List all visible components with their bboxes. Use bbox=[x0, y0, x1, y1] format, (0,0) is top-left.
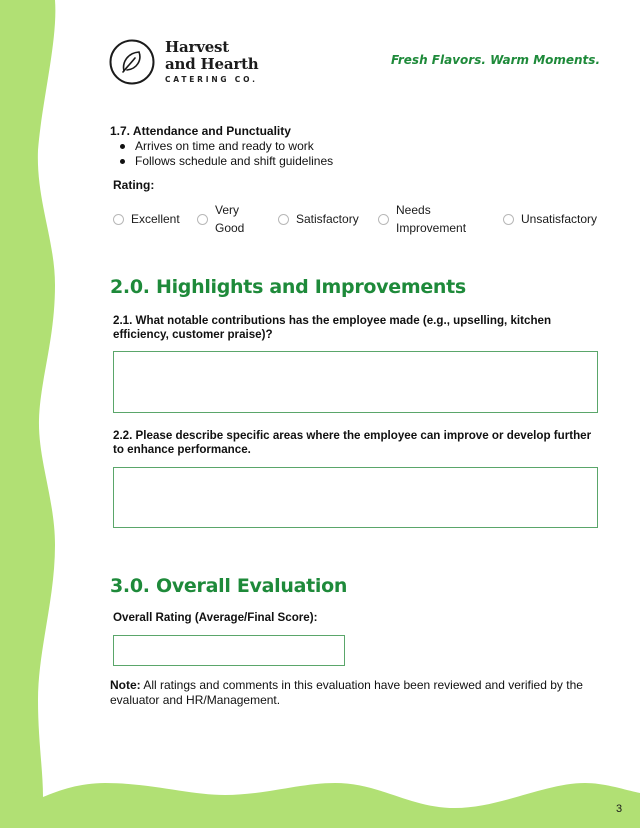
improvements-answer-field[interactable] bbox=[113, 467, 598, 528]
rating-label: Rating: bbox=[113, 178, 155, 192]
overall-rating-field[interactable] bbox=[113, 635, 345, 666]
radio-label-line1: Needs bbox=[396, 203, 431, 217]
radio-button[interactable] bbox=[197, 214, 208, 225]
radio-option-satisfactory[interactable] bbox=[278, 210, 359, 228]
radio-label bbox=[215, 201, 244, 237]
tagline: Fresh Flavors. Warm Moments. bbox=[391, 53, 600, 67]
radio-button[interactable] bbox=[378, 214, 389, 225]
radio-option-excellent[interactable] bbox=[113, 210, 180, 228]
section-heading-overall: 3.0. Overall Evaluation bbox=[110, 575, 348, 597]
radio-label: Excellent bbox=[131, 212, 180, 226]
company-logo bbox=[109, 39, 269, 87]
radio-label-line2: Good bbox=[215, 221, 245, 235]
radio-label-line1: Very bbox=[215, 203, 240, 217]
overall-rating-label: Overall Rating (Average/Final Score): bbox=[113, 611, 318, 624]
page-number: 3 bbox=[616, 803, 623, 815]
radio-button[interactable] bbox=[113, 214, 124, 225]
criterion-bullets bbox=[118, 139, 333, 169]
question-contributions: 2.1. What notable contributions has the employee made (e.g., upselling, kitchen efficiency, customer praise)? bbox=[113, 314, 552, 341]
radio-label: Satisfactory bbox=[296, 212, 359, 226]
radio-label-line2: Improvement bbox=[396, 221, 467, 235]
contributions-answer-field[interactable] bbox=[113, 351, 598, 413]
leaf-circle-icon bbox=[109, 39, 155, 85]
radio-label: Unsatisfactory bbox=[521, 212, 598, 226]
section-heading-highlights: 2.0. Highlights and Improvements bbox=[110, 276, 466, 298]
radio-button[interactable] bbox=[503, 214, 514, 225]
radio-option-very-good[interactable] bbox=[197, 201, 244, 237]
question-improvements: 2.2. Please describe specific areas where the employee can improve or develop further to enhance performance. bbox=[113, 429, 592, 456]
radio-label bbox=[396, 201, 466, 237]
logo-subtitle: CATERING CO. bbox=[165, 75, 258, 84]
criterion-title: 1.7. Attendance and Punctuality bbox=[110, 124, 291, 138]
note-body: All ratings and comments in this evaluation have been reviewed and verified by the evaluator and HR/Management. bbox=[110, 678, 583, 707]
note-label: Note: bbox=[110, 678, 141, 692]
bullet-item: Follows schedule and shift guidelines bbox=[118, 154, 333, 169]
bullet-item: Arrives on time and ready to work bbox=[118, 139, 333, 154]
radio-option-unsatisfactory[interactable] bbox=[503, 210, 597, 228]
logo-name-line2: and Hearth bbox=[165, 55, 259, 73]
note-text bbox=[110, 678, 600, 708]
logo-name bbox=[165, 39, 259, 73]
radio-option-needs-improvement[interactable] bbox=[378, 201, 466, 237]
logo-name-line1: Harvest bbox=[165, 38, 230, 56]
radio-button[interactable] bbox=[278, 214, 289, 225]
